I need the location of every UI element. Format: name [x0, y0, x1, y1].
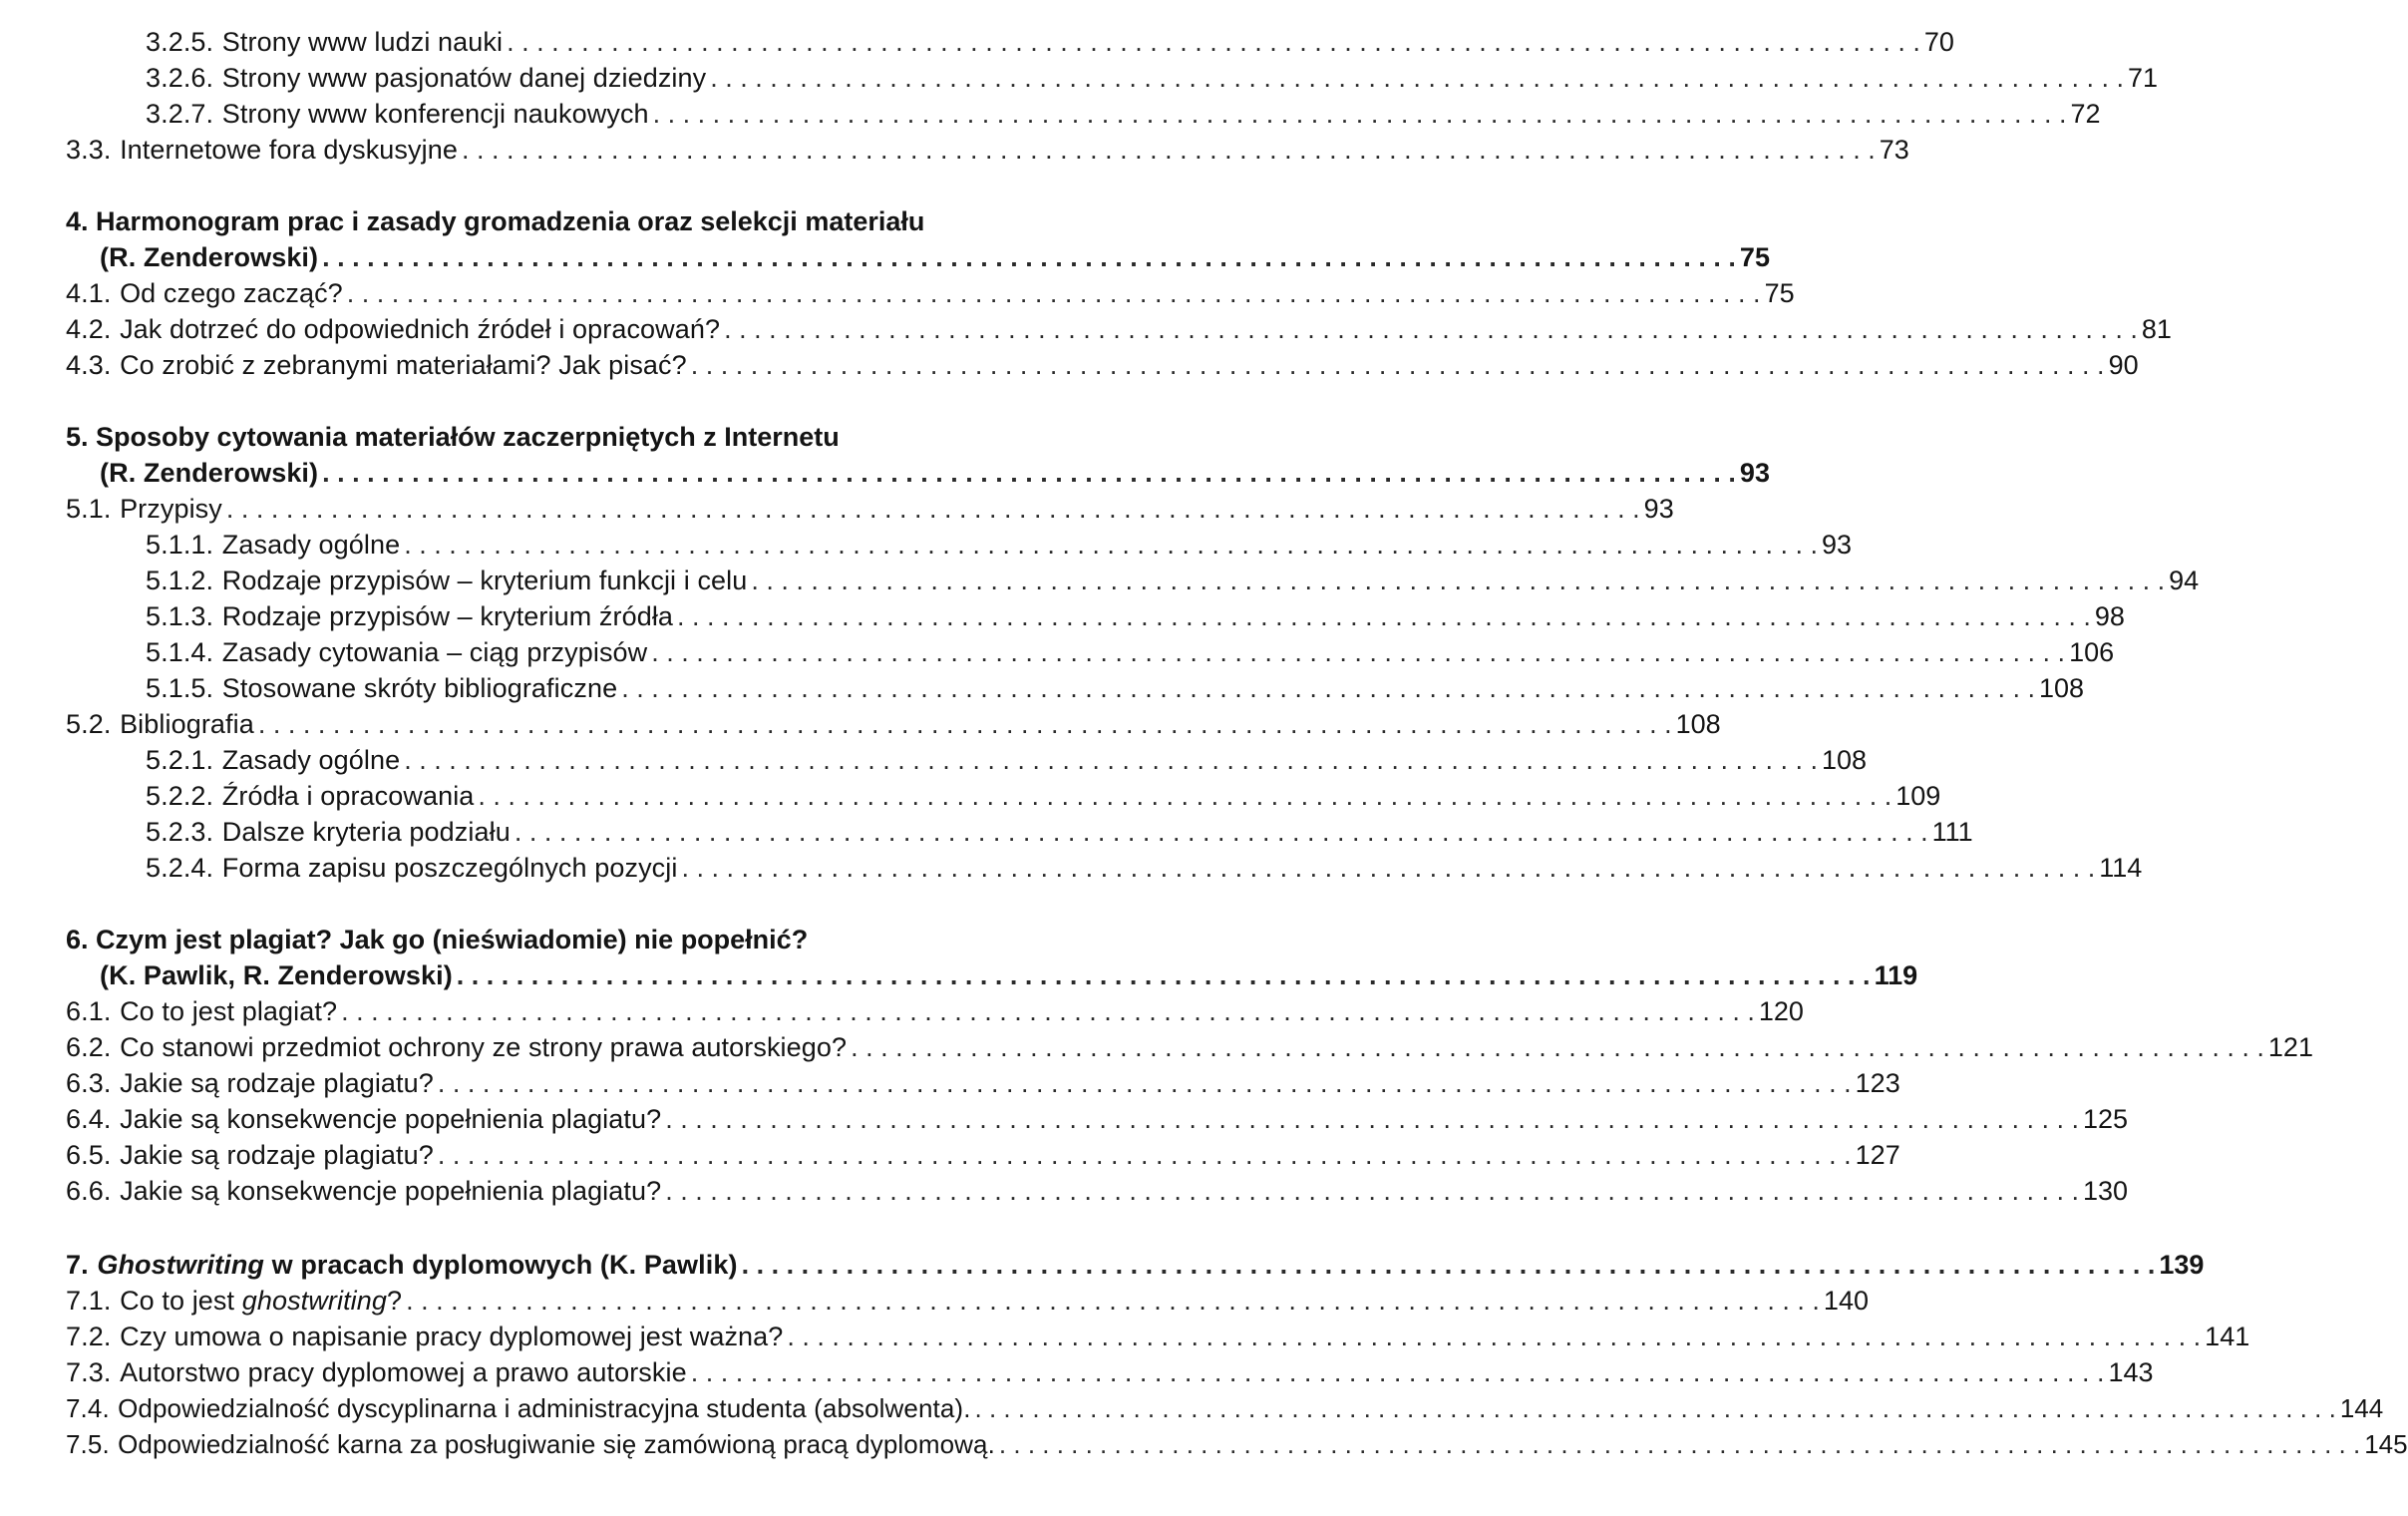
toc-entry-7-3[interactable]: [0, 1354, 2154, 1390]
chapter-5-heading[interactable]: [66, 419, 1063, 455]
dot-leader: [322, 455, 1736, 491]
dot-leader: [975, 1390, 2336, 1426]
toc-entry-7-1[interactable]: [0, 1283, 1869, 1319]
entry-title-end: ?: [387, 1286, 403, 1316]
page-number: 120: [1758, 996, 1804, 1026]
page-number: 90: [2108, 350, 2139, 380]
entry-title: Internetowe fora dyskusyjne: [120, 135, 458, 165]
entry-number: 5.1.4.: [146, 637, 214, 667]
entry-number: 5.1.5.: [146, 673, 214, 703]
toc-entry-6-4[interactable]: [0, 1101, 2129, 1137]
page-number: 71: [2128, 63, 2159, 93]
dot-leader: [787, 1319, 2201, 1354]
page-number: 145: [2364, 1429, 2408, 1459]
dot-leader: [478, 778, 1892, 814]
entry-title: Bibliografia: [120, 709, 254, 739]
dot-leader: [724, 311, 2138, 347]
page-number: 141: [2205, 1322, 2250, 1351]
entry-title: Zasady ogólne: [221, 530, 401, 560]
entry-title: Jak dotrzeć do odpowiednich źródeł i opracowań?: [120, 314, 721, 344]
entry-title: Strony www konferencji naukowych: [221, 99, 649, 129]
entry-number: 5.2.3.: [146, 817, 214, 847]
entry-number: 7.1.: [66, 1286, 112, 1316]
page-number: 111: [1931, 817, 1973, 847]
chapter-4-heading[interactable]: [66, 203, 1063, 239]
entry-number: 5.1.3.: [146, 601, 214, 631]
entry-title: Czy umowa o napisanie pracy dyplomowej jest ważna?: [120, 1322, 784, 1351]
entry-title: Strony www pasjonatów danej dziedziny: [221, 63, 707, 93]
dot-leader: [462, 132, 1876, 168]
entry-title: Jakie są konsekwencje popełnienia plagiatu?: [120, 1104, 662, 1134]
dot-leader: [404, 742, 1818, 778]
entry-number: 3.2.6.: [146, 63, 214, 93]
entry-title: Źródła i opracowania: [221, 781, 475, 811]
toc-entry-5-2-1[interactable]: [0, 742, 1868, 778]
page-number: 114: [2099, 853, 2143, 883]
toc-entry-3-2-7[interactable]: [0, 96, 2101, 132]
dot-leader: [651, 634, 2065, 670]
chapter-title: Harmonogram prac i zasady gromadzenia oraz selekcji materiału: [96, 206, 925, 236]
toc-entry-3-2-6[interactable]: [0, 60, 2159, 96]
chapter-number: 6.: [66, 925, 89, 954]
dot-leader: [710, 60, 2124, 96]
entry-title: Stosowane skróty bibliograficzne: [221, 673, 618, 703]
entry-number: 7.3.: [66, 1357, 112, 1387]
toc-entry-5-1-3[interactable]: [0, 598, 2125, 634]
entry-number: 7.4.: [66, 1393, 110, 1423]
entry-number: 6.3.: [66, 1068, 112, 1098]
dot-leader: [665, 1101, 2079, 1137]
toc-entry-5-2[interactable]: [0, 706, 1721, 742]
entry-title: Jakie są rodzaje plagiatu?: [120, 1140, 434, 1170]
page-number: 93: [1821, 530, 1853, 560]
entry-title: Przypisy: [120, 494, 222, 524]
dot-leader: [751, 563, 2165, 598]
entry-number: 7.2.: [66, 1322, 112, 1351]
toc-entry-7-2[interactable]: [0, 1319, 2250, 1354]
chapter-5-author-line[interactable]: [0, 455, 1770, 491]
toc-entry-5-2-2[interactable]: [0, 778, 1941, 814]
page-number: 130: [2083, 1176, 2129, 1206]
entry-title: Forma zapisu poszczególnych pozycji: [221, 853, 678, 883]
toc-entry-3-3[interactable]: [0, 132, 1909, 168]
dot-leader: [691, 1354, 2105, 1390]
toc-entry-6-5[interactable]: [0, 1137, 1900, 1173]
dot-leader: [653, 96, 2067, 132]
chapter-title: w pracach dyplomowych (K. Pawlik): [271, 1250, 738, 1280]
entry-title: Odpowiedzialność dyscyplinarna i administracyjna studenta (absolwenta).: [118, 1393, 971, 1423]
entry-number: 6.6.: [66, 1176, 112, 1206]
entry-title: Dalsze kryteria podziału: [221, 817, 511, 847]
toc-entry-4-2[interactable]: [0, 311, 2172, 347]
chapter-4-author-line[interactable]: [0, 239, 1770, 275]
toc-entry-5-2-3[interactable]: [0, 814, 1973, 850]
page-number: 94: [2169, 566, 2200, 595]
page-number: 139: [2159, 1250, 2205, 1280]
toc-entry-3-2-5[interactable]: [0, 24, 1954, 60]
entry-number: 6.4.: [66, 1104, 112, 1134]
entry-title: Autorstwo pracy dyplomowej a prawo autorskie: [120, 1357, 687, 1387]
dot-leader: [438, 1065, 1852, 1101]
toc-entry-6-2[interactable]: [0, 1029, 2313, 1065]
chapter-number: 4.: [66, 206, 89, 236]
entry-number: 6.2.: [66, 1032, 112, 1062]
entry-number: 5.1.2.: [146, 566, 214, 595]
entry-number: 5.1.1.: [146, 530, 214, 560]
page-number: 73: [1879, 135, 1909, 165]
chapter-title: Sposoby cytowania materiałów zaczerpniętych z Internetu: [96, 422, 840, 452]
toc-entry-5-1[interactable]: [0, 491, 1674, 527]
toc-entry-6-6[interactable]: [0, 1173, 2129, 1209]
toc-entry-5-1-1[interactable]: [0, 527, 1853, 563]
dot-leader: [621, 670, 2035, 706]
chapter-6-author-line[interactable]: [0, 957, 1918, 993]
chapter-author: (R. Zenderowski): [100, 458, 319, 488]
entry-title: Co zrobić z zebranymi materiałami? Jak pisać?: [120, 350, 687, 380]
page-number: 125: [2083, 1104, 2129, 1134]
page-number: 109: [1895, 781, 1941, 811]
page-number: 75: [1764, 278, 1795, 308]
entry-title: Jakie są konsekwencje popełnienia plagiatu?: [120, 1176, 662, 1206]
dot-leader: [226, 491, 1640, 527]
entry-title: Jakie są rodzaje plagiatu?: [120, 1068, 434, 1098]
toc-entry-5-2-4[interactable]: [0, 850, 2143, 886]
entry-title: Zasady cytowania – ciąg przypisów: [221, 637, 648, 667]
chapter-6-heading[interactable]: [66, 922, 1063, 957]
toc-entry-4-1[interactable]: [0, 275, 1795, 311]
dot-leader: [341, 993, 1755, 1029]
dot-leader: [681, 850, 2095, 886]
entry-number: 5.2.2.: [146, 781, 214, 811]
entry-title: Co to jest: [120, 1286, 235, 1316]
dot-leader: [438, 1137, 1852, 1173]
dot-leader: [677, 598, 2091, 634]
page-number: 93: [1739, 458, 1770, 488]
entry-number: 6.1.: [66, 996, 112, 1026]
toc-entry-4-3[interactable]: [0, 347, 2139, 383]
chapter-number: 5.: [66, 422, 89, 452]
dot-leader: [404, 527, 1818, 563]
entry-number: 4.1.: [66, 278, 112, 308]
dot-leader: [322, 239, 1736, 275]
entry-number: 5.1.: [66, 494, 112, 524]
page-number: 144: [2339, 1393, 2384, 1423]
dot-leader: [999, 1426, 2360, 1462]
chapter-title-italic: Ghostwriting: [97, 1250, 265, 1280]
dot-leader: [665, 1173, 2079, 1209]
entry-number: 3.2.5.: [146, 27, 214, 57]
entry-number: 5.2.: [66, 709, 112, 739]
entry-title: Co stanowi przedmiot ochrony ze strony prawa autorskiego?: [120, 1032, 848, 1062]
dot-leader: [515, 814, 1928, 850]
chapter-number: 7.: [66, 1250, 89, 1280]
page-number: 143: [2108, 1357, 2154, 1387]
entry-title: Rodzaje przypisów – kryterium źródła: [221, 601, 674, 631]
dot-leader: [406, 1283, 1820, 1319]
toc-entry-5-1-2[interactable]: [0, 563, 2200, 598]
entry-number: 5.2.1.: [146, 745, 214, 775]
page-number: 72: [2070, 99, 2101, 129]
entry-title: Co to jest plagiat?: [120, 996, 338, 1026]
entry-title-italic: ghostwriting: [241, 1286, 388, 1316]
toc-entry-6-1[interactable]: [0, 993, 1804, 1029]
page-number: 108: [2038, 673, 2085, 703]
dot-leader: [742, 1247, 2156, 1283]
toc-entry-5-1-4[interactable]: [0, 634, 2115, 670]
page-number: 108: [1675, 709, 1721, 739]
page-number: 127: [1855, 1140, 1900, 1170]
dot-leader: [507, 24, 1920, 60]
page-number: 93: [1643, 494, 1674, 524]
entry-number: 7.5.: [66, 1429, 110, 1459]
entry-title: Rodzaje przypisów – kryterium funkcji i celu: [221, 566, 748, 595]
page-number: 81: [2141, 314, 2172, 344]
entry-number: 3.3.: [66, 135, 112, 165]
page-number: 123: [1855, 1068, 1900, 1098]
toc-entry-7-4[interactable]: [0, 1390, 2384, 1426]
dot-leader: [457, 957, 1871, 993]
entry-title: Zasady ogólne: [221, 745, 401, 775]
entry-title: Od czego zacząć?: [120, 278, 343, 308]
dot-leader: [691, 347, 2105, 383]
page-number: 121: [2267, 1032, 2313, 1062]
toc-entry-7-5[interactable]: [0, 1426, 2408, 1462]
entry-number: 6.5.: [66, 1140, 112, 1170]
toc-entry-5-1-5[interactable]: [0, 670, 2085, 706]
dot-leader: [851, 1029, 2264, 1065]
page-number: 140: [1823, 1286, 1869, 1316]
dot-leader: [347, 275, 1761, 311]
entry-title: Strony www ludzi nauki: [221, 27, 504, 57]
dot-leader: [258, 706, 1672, 742]
chapter-author: (K. Pawlik, R. Zenderowski): [100, 960, 453, 990]
chapter-7-heading[interactable]: [0, 1247, 2205, 1283]
toc-entry-6-3[interactable]: [0, 1065, 1900, 1101]
chapter-author: (R. Zenderowski): [100, 242, 319, 272]
page-number: 108: [1821, 745, 1868, 775]
page-number: 75: [1739, 242, 1770, 272]
page-number: 106: [2069, 637, 2115, 667]
page-number: 119: [1874, 960, 1918, 990]
entry-number: 5.2.4.: [146, 853, 214, 883]
entry-number: 4.2.: [66, 314, 112, 344]
entry-title: Odpowiedzialność karna za posługiwanie się zamówioną pracą dyplomową.: [118, 1429, 995, 1459]
entry-number: 4.3.: [66, 350, 112, 380]
page-number: 98: [2094, 601, 2125, 631]
chapter-title: Czym jest plagiat? Jak go (nieświadomie) nie popełnić?: [96, 925, 809, 954]
entry-number: 3.2.7.: [146, 99, 214, 129]
page-number: 70: [1923, 27, 1954, 57]
